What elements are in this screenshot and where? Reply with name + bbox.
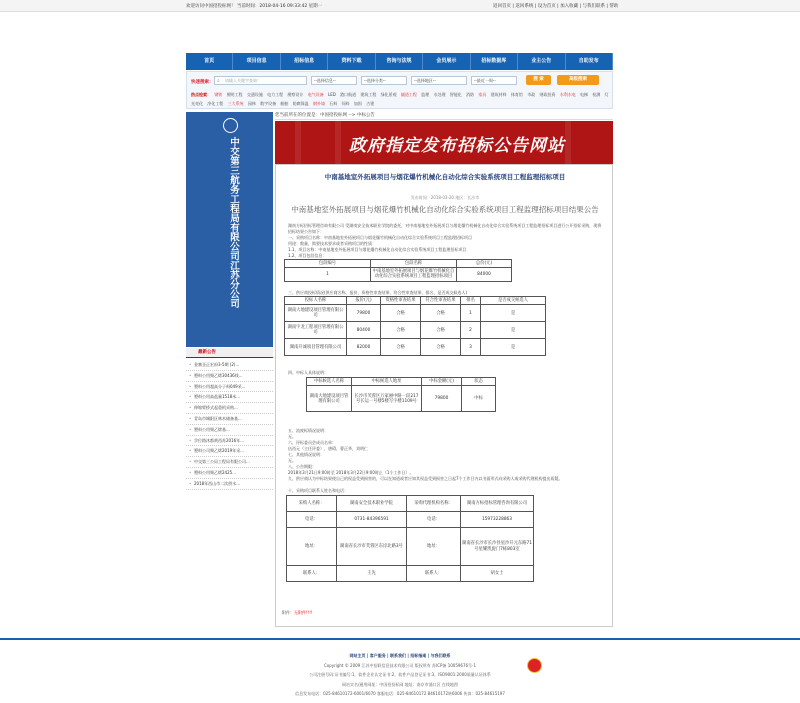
- section-1: 一、采购项目名称：中南基地室外拓展项目与烟花爆竹机械化自动化综合实验系统项目工程监理招标项目: [288, 235, 472, 240]
- hot-item[interactable]: 加固: [353, 101, 362, 106]
- table-row: [285, 268, 512, 281]
- hot-item[interactable]: LED: [327, 92, 336, 97]
- table-cell: 合格: [381, 339, 421, 356]
- hot-item[interactable]: 市政: [527, 92, 536, 97]
- table-cell: 湖南方标招标管理咨询有限公司: [461, 496, 534, 512]
- list-item[interactable]: • 塑料公司聚乙烯2019年采...: [186, 446, 273, 457]
- table-header: 中标候选人名称: [307, 378, 352, 386]
- company-name: 中交第三航务工程局有限公司江苏分公司: [228, 137, 239, 308]
- latest-notices-list: [186, 360, 273, 490]
- nav-tender-info[interactable]: 招标信息: [281, 53, 328, 70]
- table-header: 报价(元): [347, 297, 381, 305]
- table-cell: 1: [461, 305, 481, 322]
- list-item[interactable]: • 塑料公用聚乙烯2425...: [186, 468, 273, 479]
- table-cell: 3: [461, 339, 481, 356]
- list-item[interactable]: • 塑料公用聚乙烯基...: [186, 425, 273, 436]
- hot-item[interactable]: 钢外墙: [312, 101, 325, 106]
- hot-item[interactable]: 数字设备: [260, 101, 277, 106]
- table-row: [285, 305, 546, 322]
- top-bar: [0, 0, 800, 12]
- list-item[interactable]: • 伸缩臂桥式起重机采购...: [186, 403, 273, 414]
- hot-item[interactable]: 园林: [247, 101, 256, 106]
- table-header: 中标候选人地址: [352, 378, 422, 386]
- table-cell: 地址：: [287, 528, 337, 566]
- section-1-2: 1.2、项目包段信息：: [288, 253, 327, 258]
- table-cell: 中南基地室外拓展项目与烟花爆竹机械化自动化综合实验系统项目工程监理招标项目: [371, 268, 457, 281]
- hot-item[interactable]: 灯光亮化: [191, 92, 609, 106]
- table-cell: 是: [481, 305, 546, 322]
- main-nav: [186, 53, 613, 70]
- list-item[interactable]: • 塑料公用高盐量1518米...: [186, 392, 273, 403]
- hot-item[interactable]: 检测: [592, 92, 601, 97]
- hot-item[interactable]: 水处理: [433, 92, 446, 97]
- hot-item[interactable]: 财政投资: [539, 92, 556, 97]
- table-header: 符合性审查结果: [421, 297, 461, 305]
- table-cell: 82000: [347, 339, 381, 356]
- hot-keywords: [191, 90, 609, 108]
- section-6-title: 六、评标委员会成员名单：: [288, 440, 336, 445]
- hot-item[interactable]: 电力工程: [267, 92, 284, 97]
- list-item[interactable]: • 塑料公用聚乙烯30436线...: [186, 371, 273, 382]
- section-7-body: 无。: [288, 458, 296, 463]
- hot-label: 热点检索：: [191, 92, 211, 97]
- search-label: 快速搜索：: [191, 80, 214, 85]
- hot-item[interactable]: 港口航道: [340, 92, 357, 97]
- section-5-title: 五、流废标情况说明：: [288, 428, 328, 433]
- table-cell: 采购代理机构名称：: [407, 496, 461, 512]
- table-header: 中标金额(元): [422, 378, 462, 386]
- hot-item[interactable]: 石料: [329, 101, 338, 106]
- welcome-text: 欢迎访问中国招投标网！ 当前时间：2018-04-16 09:33:42 星期一: [186, 4, 323, 9]
- table-row: [307, 386, 496, 412]
- table-cell: 79800: [422, 386, 462, 412]
- latest-notices-title: 最新公告: [186, 348, 273, 358]
- attachment-row: [282, 610, 482, 616]
- nav-regulations[interactable]: 咨询与法规: [376, 53, 423, 70]
- table-cell: 湖南大地建设项目管理有限公司: [307, 386, 352, 412]
- table-row: [287, 566, 534, 582]
- hot-item[interactable]: 监理: [421, 92, 430, 97]
- advanced-search-button[interactable]: 高级搜索: [557, 75, 599, 85]
- table-cell: 15973228863: [461, 512, 534, 528]
- hot-item[interactable]: 智能化: [449, 92, 462, 97]
- select-info[interactable]: --选择信息--: [311, 76, 357, 85]
- hot-item[interactable]: 交通设施: [246, 92, 263, 97]
- select-period[interactable]: --最近一周--: [471, 76, 517, 85]
- banner-stripe: [295, 121, 301, 164]
- table-header: 包段编号: [285, 260, 371, 268]
- select-category[interactable]: --选择分类--: [361, 76, 407, 85]
- article-panel: [275, 164, 613, 627]
- hot-item[interactable]: 饲料: [341, 101, 350, 106]
- nav-home[interactable]: 首页: [186, 53, 233, 70]
- nav-self-publish[interactable]: 自助发布: [566, 53, 613, 70]
- section-8-title: 八、公告期限：: [288, 464, 316, 469]
- banner-stripe: [335, 121, 341, 164]
- section-9-body: 九、供应商认为中标结果使自己的权益受到损害的，可以在知道或者应知其权益受到损害之日起7个工作日内以书面形式向采购人或采购代理机构提出质疑。: [288, 476, 563, 481]
- section-1-1: 1.1、项目名称：中南基地室外拓展项目与烟花爆竹机械化自动化综合实验系统项目工程监理招标项目: [288, 247, 467, 252]
- table-cell: 胡女士: [461, 566, 534, 582]
- table-header: 包段名称: [371, 260, 457, 268]
- search-panel: [186, 71, 613, 109]
- search-button[interactable]: 搜 索: [526, 75, 551, 85]
- table-cell: 采购人名称：: [287, 496, 337, 512]
- hot-item[interactable]: 照明工程: [226, 92, 243, 97]
- hot-item[interactable]: 古建: [366, 101, 375, 106]
- hot-item[interactable]: 消防: [466, 92, 475, 97]
- hot-item[interactable]: 家具: [478, 92, 487, 97]
- footer-copyright: Copyright © 2009 江苏中招联信息技术有限公司 版权所有 苏ICP备 10059676号-1: [323, 662, 477, 668]
- table-cell: 湖南省长沙市长沙县星沙开元东路71号星耀凯旋门7栋803室: [461, 528, 534, 566]
- table-cell: 合格: [421, 322, 461, 339]
- section-10-title: 十、采购项目联系人姓名和电话：: [288, 488, 348, 493]
- hot-item[interactable]: 船舶: [280, 101, 289, 106]
- nav-owner-notice[interactable]: 业主公告: [518, 53, 565, 70]
- list-item[interactable]: • 金寨圣正宏府3-5期 (2)...: [186, 360, 273, 371]
- list-item[interactable]: • 学位路沐都黄西苏2016年...: [186, 436, 273, 447]
- bidders-table: [284, 296, 546, 356]
- footer-phone: 信息发布电话：025-84610172-6001/6070 客服电话：025-84610172 84610172转6006 传真：025-84615197: [295, 691, 505, 696]
- table-cell: 湖南开诚项目管理有限公司: [285, 339, 347, 356]
- attachment-value: 无附件!!!!: [294, 610, 313, 615]
- section-5-body: 无。: [288, 434, 296, 439]
- table-cell: 湖南省长沙市芙蓉区东岸北路3号: [337, 528, 407, 566]
- nav-project-info[interactable]: 项目信息: [233, 53, 280, 70]
- banner-text: 政府指定发布招标公告网站: [349, 136, 565, 156]
- table-row: [285, 297, 546, 305]
- table-row: [285, 260, 512, 268]
- hot-item[interactable]: 绿化景观: [380, 92, 397, 97]
- hot-item[interactable]: 体育馆: [510, 92, 523, 97]
- table-cell: 2: [461, 322, 481, 339]
- table-cell: 是: [481, 339, 546, 356]
- company-banner[interactable]: [186, 112, 273, 347]
- section-1b: 用途：数量，简要技术要求或者采购项目的性质：: [288, 241, 376, 246]
- hot-item[interactable]: 净化工程: [207, 101, 224, 106]
- table-cell: 80400: [347, 322, 381, 339]
- nav-database[interactable]: 招标数据库: [471, 53, 518, 70]
- search-input[interactable]: ⌕ 请输入关键字查询！: [214, 76, 307, 85]
- hot-item[interactable]: 电梯: [580, 92, 589, 97]
- police-emblem-icon[interactable]: [527, 658, 542, 673]
- footer-address: 网站实名/通用网址：中国招投标网 地址：南京市浦口区 在线地图: [342, 681, 458, 687]
- footer-license: 公司注册号码:证书编号:1，软件企业认定证书:2，软件产品登记证书:3，ISO9001:2000质量认证体系: [309, 672, 491, 677]
- table-cell: 湖南宇龙工程项目管理有限公司: [285, 322, 347, 339]
- table-cell: 联系人：: [287, 566, 337, 582]
- list-item[interactable]: • 中交第三公局工程局有限公司...: [186, 457, 273, 468]
- footer: [0, 651, 800, 699]
- company-logo-icon: [223, 118, 238, 133]
- table-row: [287, 528, 534, 566]
- table-cell: 湖南安全技术职业学院: [337, 496, 407, 512]
- table-header: 总价(元): [457, 260, 512, 268]
- result-heading: 中南基地室外拓展项目与烟花爆竹机械化自动化综合实验系统项目工程监理招标项目结果公告: [291, 205, 599, 214]
- intro-text: 湖南方标招标管理咨询有限公司 受湖南安全技术职业学院的委托，对中南基地室外拓展项目与烟花爆竹机械化自动化综合实验系统项目工程监理招标项目进行公开招标采购，现将招标结果公告如下：: [288, 223, 602, 234]
- table-header: 是否成交候选人: [481, 297, 546, 305]
- table-header: 资格性审查结果: [381, 297, 421, 305]
- table-header: 投标人名称: [285, 297, 347, 305]
- table-row: [287, 512, 534, 528]
- hot-item[interactable]: 建筑材料: [490, 92, 507, 97]
- table-header: 排名: [461, 297, 481, 305]
- section-4: 四、中标人具体说明：: [288, 370, 328, 375]
- hot-item[interactable]: 电气设备: [307, 92, 324, 97]
- table-cell: 地址：: [407, 528, 461, 566]
- table-cell: 合格: [421, 305, 461, 322]
- nav-members[interactable]: 会员展示: [423, 53, 470, 70]
- list-item[interactable]: • 青岛市城阳区林木储备基...: [186, 414, 273, 425]
- select-region[interactable]: --选择地区--: [411, 76, 467, 85]
- table-row: [285, 339, 546, 356]
- table-cell: 电话：: [287, 512, 337, 528]
- table-row: [307, 378, 496, 386]
- section-6-body: 伍西元（主任评委），唐碍，曹正华，刘明仁: [288, 446, 368, 451]
- table-cell: 联系人：: [407, 566, 461, 582]
- table-cell: 合格: [421, 339, 461, 356]
- table-row: [287, 496, 534, 512]
- section-7-title: 七、其他情况说明：: [288, 452, 324, 457]
- table-header: 状态: [462, 378, 496, 386]
- winner-table: [306, 377, 496, 412]
- hot-item[interactable]: 防腐保温: [292, 101, 309, 106]
- hot-item[interactable]: 勘察设计: [287, 92, 304, 97]
- hot-item[interactable]: 三大系统: [227, 101, 244, 106]
- table-cell: 0731-84396591: [337, 512, 407, 528]
- list-item[interactable]: • 塑料公用超高分子料049采...: [186, 382, 273, 393]
- contacts-table: [286, 495, 534, 582]
- package-table: [284, 259, 512, 282]
- footer-divider: [0, 638, 800, 640]
- table-cell: 是: [481, 322, 546, 339]
- table-cell: 王先: [337, 566, 407, 582]
- table-cell: 79800: [347, 305, 381, 322]
- top-links[interactable]: 返回首页 | 返回系统 | 设为首页 | 加入收藏 | 与我们联系 | 帮助: [493, 4, 619, 9]
- article-title: 中南基地室外拓展项目与烟花爆竹机械化自动化综合实验系统项目工程监理招标项目: [324, 173, 566, 181]
- hot-item[interactable]: 钢铁: [214, 92, 223, 97]
- section-3: 三、供应商投标情况(供应商名称、报价，资格性审查结果、符合性审查结果、排名、是否成交候选人): [288, 290, 468, 295]
- table-cell: 中标: [462, 386, 496, 412]
- list-item[interactable]: • 2018年西山市二次供水...: [186, 479, 273, 490]
- table-row: [285, 322, 546, 339]
- footer-links[interactable]: 网站主页 | 客户服务 | 联系我们 | 招标指南 | 与我们联系: [349, 653, 451, 658]
- table-cell: 合格: [381, 322, 421, 339]
- section-8-body: 2018年3月21日9:00时至 2018年3月22日9:00时止（1个工作日）。: [288, 470, 414, 475]
- table-cell: 1: [285, 268, 371, 281]
- nav-downloads[interactable]: 资料下载: [328, 53, 375, 70]
- hot-item[interactable]: 水利水电: [559, 92, 576, 97]
- attachment-label: 附件：: [282, 610, 294, 615]
- table-cell: 湖南大地建设项目管理有限公司: [285, 305, 347, 322]
- table-cell: 合格: [381, 305, 421, 322]
- table-cell: 84000: [457, 268, 512, 281]
- hot-item[interactable]: 建筑工程: [360, 92, 377, 97]
- article-meta: 发布时间：2018-03-20 地区：长沙市: [410, 195, 480, 200]
- banner-stripe: [565, 121, 571, 164]
- breadcrumb[interactable]: 您当前所在的位置是：中国招投标网 --> 中标公告: [275, 111, 613, 120]
- table-cell: 电话：: [407, 512, 461, 528]
- hot-item[interactable]: 隧道工程: [400, 92, 417, 97]
- table-cell: 长沙市芙蓉区万家丽中路一段217号长运一号楼5楼写字楼1109号: [352, 386, 422, 412]
- promo-banner: [275, 121, 613, 164]
